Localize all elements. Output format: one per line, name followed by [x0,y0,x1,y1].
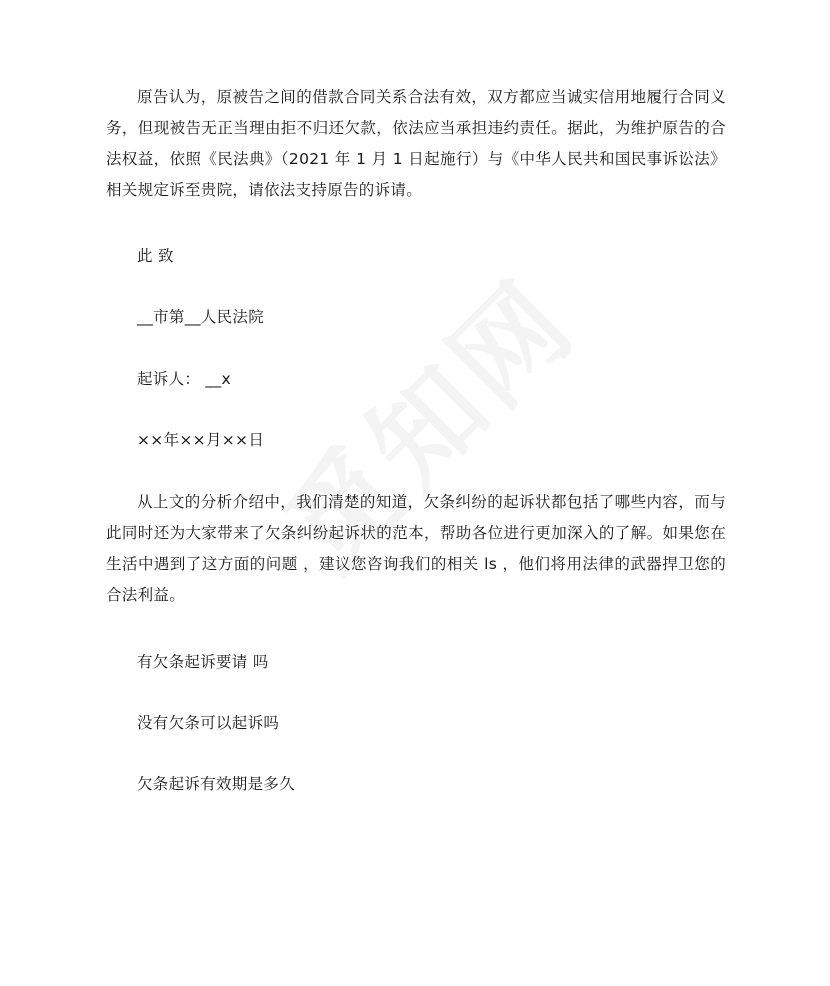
paragraph-summary: 从上文的分析介绍中，我们清楚的知道，欠条纠纷的起诉状都包括了哪些内容，而与此同时还为大家带来了欠条纠纷起诉状的范本，帮助各位进行更加深入的了解。如果您在生活中遇到了这方面的问题 ，建议您咨询我们的相关 ls ，他们将用法律的武器捍卫您的合法利益。 [106,493,726,604]
court-name: __市第__人民法院 [137,308,265,326]
related-question-3: 欠条起诉有效期是多久 [137,775,296,793]
paragraph-claim: 原告认为，原被告之间的借款合同关系合法有效，双方都应当诚实信用地履行合同义务，但现被告无正当理由拒不归还欠款，依法应当承担违约责任。据此，为维护原告的合法权益，依照《民法典》（2021 年 1 月 1 日起施行）与《中华人民共和国民事诉讼法》相关规定诉至贵院，请依法支持原告的诉请。 [106,88,726,199]
related-question-1: 有欠条起诉要请 吗 [137,653,269,671]
document-date: ××年××月××日 [137,431,265,449]
salutation: 此 致 [137,247,174,265]
related-question-2: 没有欠条可以起诉吗 [137,714,280,732]
plaintiff-signature: 起诉人： __x [137,370,232,388]
